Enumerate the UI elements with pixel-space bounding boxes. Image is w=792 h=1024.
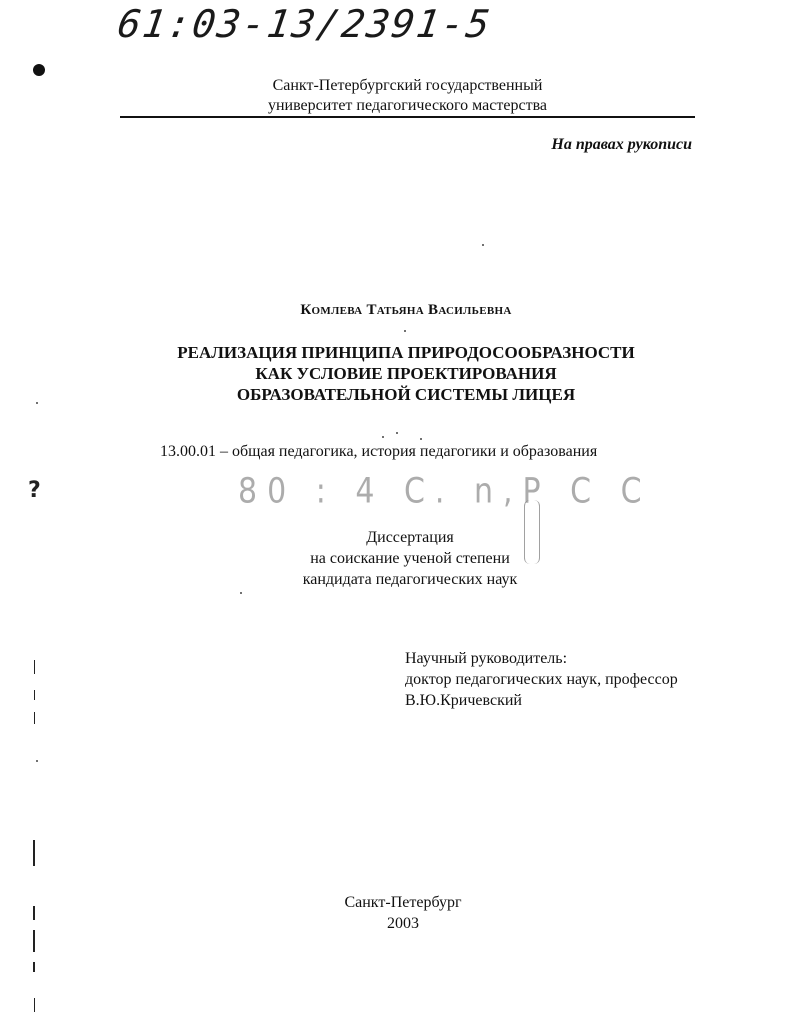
scan-artifact-line [34, 660, 35, 674]
author-name: Комлева Татьяна Васильевна [300, 302, 512, 318]
manuscript-note: На правах рукописи [551, 136, 692, 153]
scan-artifact-line [34, 998, 35, 1012]
margin-handwritten-mark: ? [28, 478, 41, 503]
scan-speck [36, 402, 38, 404]
scan-artifact-line [33, 930, 35, 952]
scan-artifact-line [34, 712, 35, 724]
title-line-1: РЕАЛИЗАЦИЯ ПРИНЦИПА ПРИРОДОСООБРАЗНОСТИ [177, 343, 635, 362]
scan-speck [240, 592, 242, 594]
title-line-2: КАК УСЛОВИЕ ПРОЕКТИРОВАНИЯ [255, 364, 557, 383]
degree-line-3: кандидата педагогических наук [302, 571, 518, 588]
supervisor-degree: доктор педагогических наук, профессор [405, 671, 678, 688]
specialty-code: 13.00.01 – общая педагогика, история педагогики и образования [160, 443, 598, 460]
degree-statement [270, 527, 550, 590]
archive-handwritten-code: 61:03-13/2391-5 [114, 2, 495, 46]
place-and-year [0, 892, 792, 934]
scan-artifact-line [34, 690, 35, 700]
supervisor-block [405, 648, 678, 711]
scan-speck [382, 436, 384, 438]
supervisor-label: Научный руководитель: [405, 650, 568, 667]
university-header [120, 76, 695, 116]
scan-speck [404, 330, 406, 332]
scan-artifact-line [33, 962, 35, 972]
supervisor-name: В.Ю.Кричевский [405, 692, 522, 709]
title-line-3: ОБРАЗОВАТЕЛЬНОЙ СИСТЕМЫ ЛИЦЕЯ [236, 385, 576, 404]
dissertation-title [0, 342, 792, 405]
year: 2003 [387, 915, 419, 932]
punch-hole-mark [33, 64, 45, 76]
university-line-1: Санкт-Петербургский государственный [272, 77, 543, 94]
scan-speck [36, 760, 38, 762]
header-rule [120, 116, 695, 118]
degree-line-2: на соискание ученой степени [310, 550, 510, 567]
scan-speck [396, 432, 398, 434]
university-line-2: университет педагогического мастерства [267, 97, 548, 114]
scan-artifact-line [33, 840, 35, 866]
scan-artifact-line [33, 906, 35, 920]
scan-speck [420, 438, 422, 440]
scan-speck [482, 244, 484, 246]
city-name: Санкт-Петербург [344, 894, 462, 911]
degree-line-1: Диссертация [366, 529, 454, 546]
faded-library-stamp: 80 : 4 C. n,P C C [238, 471, 652, 512]
